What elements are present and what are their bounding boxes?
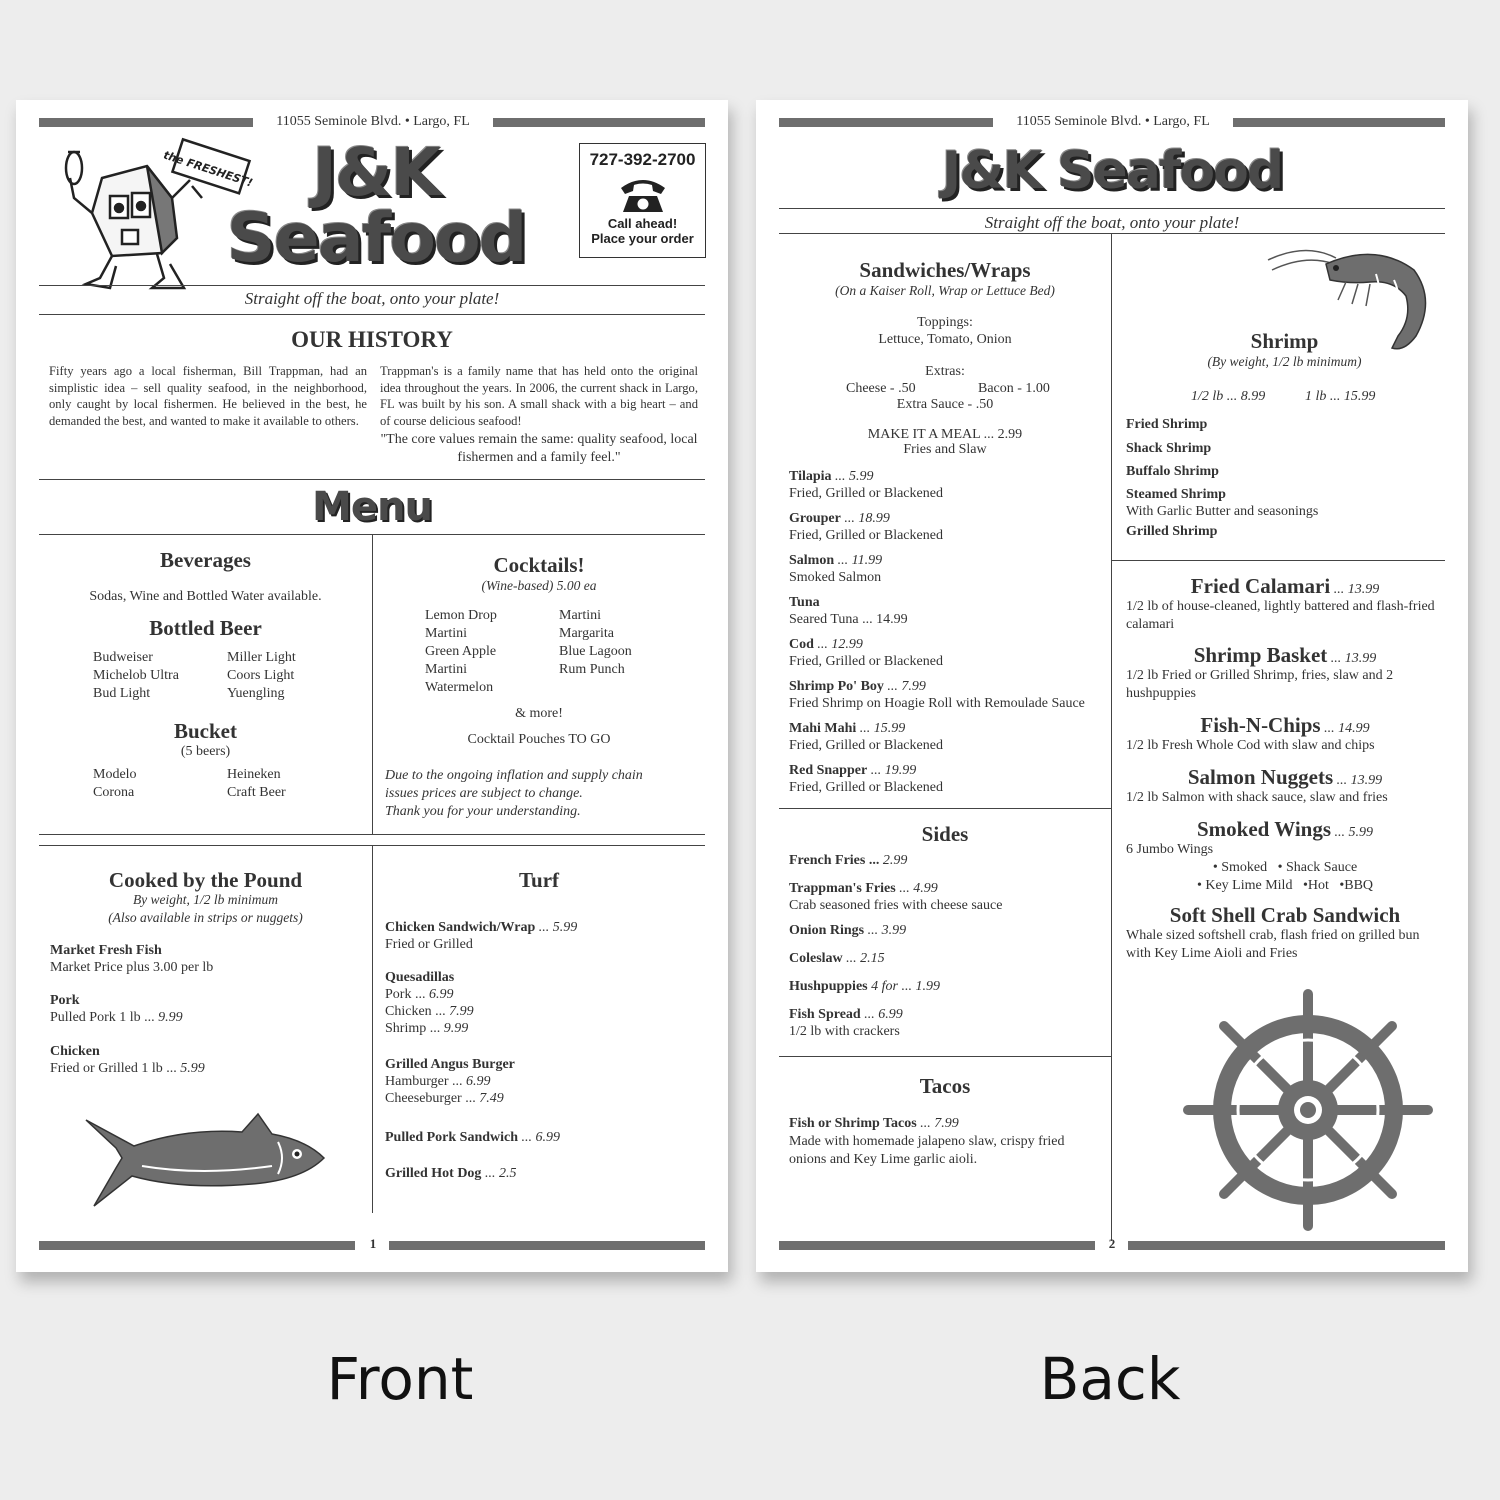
cocktail-item: Margarita bbox=[559, 626, 614, 641]
shrimp-item: Buffalo Shrimp bbox=[1126, 464, 1219, 479]
beer-item: Bud Light bbox=[93, 686, 151, 701]
brand-line-2: Seafood bbox=[226, 199, 526, 278]
special-item: Salmon Nuggets ... 13.99 1/2 lb Salmon with shack sauce, slaw and fries bbox=[1126, 765, 1388, 805]
sandwich-item: Cod ... 12.99 Fried, Grilled or Blackened bbox=[789, 637, 943, 669]
turf-title: Turf bbox=[518, 868, 560, 892]
beer-item: Miller Light bbox=[227, 650, 296, 665]
side-item: French Fries ... 2.99 bbox=[789, 853, 908, 868]
divider bbox=[779, 1056, 1111, 1057]
divider bbox=[39, 479, 705, 480]
sandwich-item: Mahi Mahi ... 15.99 Fried, Grilled or Blackened bbox=[789, 721, 943, 753]
tacos-title: Tacos bbox=[919, 1074, 971, 1098]
toppings-label: Toppings: bbox=[917, 315, 973, 330]
shrimp-half-price: 1/2 lb ... 8.99 bbox=[1191, 389, 1266, 404]
back-page bbox=[756, 100, 1468, 1272]
shrimp-item: Shack Shrimp bbox=[1126, 440, 1212, 456]
history-left-text: Fifty years ago a local fisherman, Bill Trappman, had an simplistic idea – sell quality seafood, in the neighborhood, only caught by local fishermen. He believed in the best, he demanded the best, and wanted to make it available to others. bbox=[49, 364, 367, 428]
shrimp-item: Grilled Shrimp bbox=[1126, 524, 1218, 539]
turf-item: Grilled Hot Dog ... 2.5 bbox=[385, 1166, 517, 1181]
special-item: Fried Calamari ... 13.99 1/2 lb of house-cleaned, lightly battered and flash-fried calamari bbox=[1126, 574, 1435, 632]
cocktail-item: Lemon Drop bbox=[425, 608, 497, 623]
pound-item: Chicken Fried or Grilled 1 lb ... 5.99 bbox=[50, 1044, 205, 1076]
cocktail-item: Rum Punch bbox=[559, 662, 625, 677]
column-divider bbox=[372, 845, 373, 1213]
turf-item: Quesadillas Pork ... 6.99 Chicken ... 7.99 Shrimp ... 9.99 bbox=[385, 970, 474, 1036]
beverages-note: Sodas, Wine and Bottled Water available. bbox=[89, 589, 322, 604]
tagline: Straight off the boat, onto your plate! bbox=[984, 213, 1240, 232]
address: 11055 Seminole Blvd. • Largo, FL bbox=[276, 114, 470, 129]
side-item: Onion Rings ... 3.99 bbox=[789, 923, 907, 938]
turf-item: Pulled Pork Sandwich ... 6.99 bbox=[385, 1130, 561, 1145]
wings-item: Smoked Wings ... 5.99 6 Jumbo Wings • Smoked • Shack Sauce • Key Lime Mild •Hot •BBQ bbox=[1126, 817, 1374, 893]
tuna-fish-icon bbox=[82, 1106, 328, 1210]
bucket-item: Heineken bbox=[227, 767, 281, 782]
header-bar-left bbox=[39, 118, 253, 127]
back-caption: Back bbox=[1039, 1345, 1181, 1413]
turf-item: Grilled Angus Burger Hamburger ... 6.99 Cheeseburger ... 7.49 bbox=[385, 1057, 515, 1106]
special-item: Shrimp Basket ... 13.99 1/2 lb Fried or Grilled Shrimp, fries, slaw and 2 hushpuppies bbox=[1126, 643, 1394, 701]
divider bbox=[779, 233, 1445, 234]
header-bar-right bbox=[493, 118, 705, 127]
pound-title: Cooked by the Pound bbox=[108, 868, 303, 892]
header-bar-right bbox=[1233, 118, 1445, 127]
divider bbox=[39, 314, 705, 315]
sandwich-item: Tilapia ... 5.99 Fried, Grilled or Blackened bbox=[789, 469, 943, 501]
footer-bar-left bbox=[779, 1241, 1095, 1250]
beverages-title: Beverages bbox=[160, 548, 251, 572]
disclaimer-line: issues prices are subject to change. bbox=[385, 786, 583, 801]
divider bbox=[779, 808, 1111, 809]
special-item: Fish-N-Chips ... 14.99 1/2 lb Fresh Whole Cod with slaw and chips bbox=[1126, 713, 1375, 753]
tagline: Straight off the boat, onto your plate! bbox=[244, 289, 500, 308]
pound-note: By weight, 1/2 lb minimum bbox=[132, 892, 279, 907]
column-divider bbox=[1111, 233, 1112, 1241]
extra-sauce: Extra Sauce - .50 bbox=[896, 397, 994, 412]
shrimp-item: Fried Shrimp bbox=[1126, 417, 1208, 432]
toppings: Lettuce, Tomato, Onion bbox=[878, 332, 1012, 347]
side-item: Coleslaw ... 2.15 bbox=[789, 951, 885, 966]
taco-item: Fish or Shrimp Tacos ... 7.99 Made with homemade jalapeno slaw, crispy fried onions and Key Lime garlic aioli. bbox=[789, 1116, 1065, 1167]
beer-item: Coors Light bbox=[227, 668, 295, 683]
cocktails-more: & more! bbox=[515, 706, 563, 721]
logo-sign-text: the FRESHEST! bbox=[161, 148, 255, 190]
footer-bar-left bbox=[39, 1241, 355, 1250]
cocktail-item: Green Apple bbox=[425, 644, 497, 659]
sandwich-item: Red Snapper ... 19.99 Fried, Grilled or Blackened bbox=[789, 763, 943, 795]
bucket-note: (5 beers) bbox=[180, 744, 231, 759]
shrimp-title: Shrimp bbox=[1250, 329, 1319, 353]
sandwich-item: Salmon ... 11.99 Smoked Salmon bbox=[789, 553, 883, 585]
sides-title: Sides bbox=[921, 822, 969, 846]
beer-item: Budweiser bbox=[93, 650, 153, 665]
divider bbox=[1112, 560, 1445, 561]
history-right-text: Trappman's is a family name that has held onto the original idea throughout the years. In 2006, the current shack in Largo, FL was built by his son. A small shack with a big heart – and of course delicious seafood! bbox=[380, 364, 698, 428]
footer-bar-right bbox=[389, 1241, 705, 1250]
bucket-item: Craft Beer bbox=[227, 785, 286, 800]
disclaimer-line: Due to the ongoing inflation and supply chain bbox=[385, 768, 643, 783]
shrimp-full-price: 1 lb ... 15.99 bbox=[1305, 389, 1376, 404]
meal-sub: Fries and Slaw bbox=[903, 442, 987, 457]
extras-label: Extras: bbox=[925, 364, 965, 379]
footer-bar-right bbox=[1128, 1241, 1445, 1250]
disclaimer-line: Thank you for your understanding. bbox=[385, 804, 581, 819]
place-order-text: Place your order bbox=[591, 231, 694, 246]
divider bbox=[39, 285, 705, 286]
crab-item: Soft Shell Crab Sandwich Whale sized softshell crab, flash fried on grilled bun with Key Lime Aioli and Fries bbox=[1126, 903, 1420, 961]
pound-item: Pork Pulled Pork 1 lb ... 9.99 bbox=[50, 993, 183, 1025]
brand: J&K Seafood bbox=[941, 141, 1283, 201]
sandwich-item: Grouper ... 18.99 Fried, Grilled or Blackened bbox=[789, 511, 943, 543]
turf-item: Chicken Sandwich/Wrap ... 5.99 Fried or Grilled bbox=[385, 920, 578, 952]
bucket-item: Modelo bbox=[93, 767, 137, 782]
telephone-icon bbox=[617, 174, 669, 214]
bottled-beer-title: Bottled Beer bbox=[149, 616, 262, 640]
front-caption: Front bbox=[326, 1345, 474, 1413]
cocktails-note: (Wine-based) 5.00 ea bbox=[481, 578, 597, 593]
page-number: 1 bbox=[369, 1236, 377, 1251]
cocktails-title: Cocktails! bbox=[493, 553, 585, 577]
shrimp-list bbox=[1126, 413, 1219, 484]
pound-item: Market Fresh Fish Market Price plus 3.00 per lb bbox=[50, 943, 214, 975]
menu-title: Menu bbox=[312, 484, 432, 530]
brand-line-1: J&K bbox=[312, 134, 440, 211]
ship-wheel-icon bbox=[1184, 990, 1432, 1230]
cocktail-item: Martini bbox=[425, 626, 467, 641]
divider bbox=[779, 208, 1445, 209]
history-title: OUR HISTORY bbox=[291, 327, 453, 352]
cocktail-item: Blue Lagoon bbox=[559, 644, 632, 659]
sandwich-item: Shrimp Po' Boy ... 7.99 Fried Shrimp on Hoagie Roll with Remoulade Sauce bbox=[789, 679, 1085, 711]
history-quote: "The core values remain the same: quality seafood, local fishermen and a family feel." bbox=[380, 432, 698, 465]
beer-item: Michelob Ultra bbox=[93, 668, 179, 683]
cocktail-item: Martini bbox=[425, 662, 467, 677]
call-ahead-text: Call ahead! bbox=[607, 216, 678, 231]
shrimp-item: Steamed Shrimp With Garlic Butter and seasonings bbox=[1126, 487, 1319, 519]
sandwiches-note: (On a Kaiser Roll, Wrap or Lettuce Bed) bbox=[835, 283, 1055, 298]
divider bbox=[39, 834, 705, 835]
phone-number: 727-392-2700 bbox=[589, 150, 696, 169]
side-item: Fish Spread ... 6.99 1/2 lb with crackers bbox=[789, 1007, 903, 1039]
extra-bacon: Bacon - 1.00 bbox=[978, 381, 1050, 396]
beer-item: Yuengling bbox=[227, 686, 285, 701]
page-number: 2 bbox=[1108, 1236, 1116, 1251]
side-item: Hushpuppies 4 for ... 1.99 bbox=[789, 979, 940, 994]
address: 11055 Seminole Blvd. • Largo, FL bbox=[1016, 114, 1210, 129]
extra-cheese: Cheese - .50 bbox=[846, 381, 916, 396]
header-bar-left bbox=[779, 118, 993, 127]
sandwiches-title: Sandwiches/Wraps bbox=[859, 258, 1031, 282]
bucket-title: Bucket bbox=[174, 719, 237, 743]
cocktail-item: Watermelon bbox=[425, 680, 494, 695]
pound-note: (Also available in strips or nuggets) bbox=[108, 910, 303, 925]
sandwich-item: Tuna Seared Tuna ... 14.99 bbox=[789, 595, 908, 627]
bucket-item: Corona bbox=[93, 785, 135, 800]
house-mascot-icon bbox=[52, 138, 255, 298]
cocktail-item: Martini bbox=[559, 608, 601, 623]
make-it-a-meal: MAKE IT A MEAL ... 2.99 bbox=[867, 427, 1023, 442]
shrimp-note: (By weight, 1/2 lb minimum) bbox=[1207, 354, 1362, 369]
cocktail-pouches: Cocktail Pouches TO GO bbox=[467, 732, 611, 747]
side-item: Trappman's Fries ... 4.99 Crab seasoned fries with cheese sauce bbox=[789, 881, 1003, 913]
front-page bbox=[16, 100, 728, 1272]
call-box bbox=[579, 143, 706, 258]
